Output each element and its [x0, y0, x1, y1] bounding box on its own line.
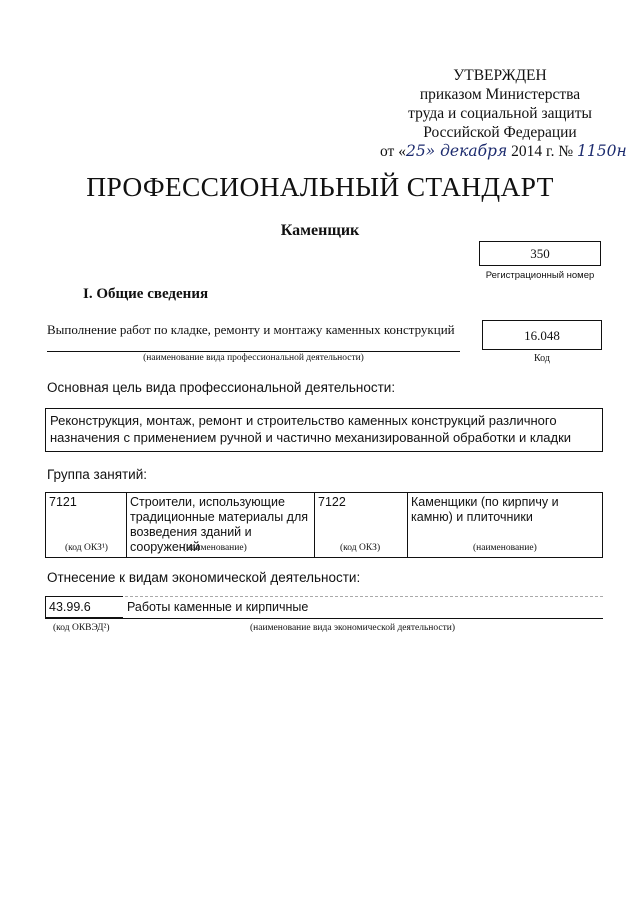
approval-number-handwritten: 1150н — [577, 142, 627, 160]
okz-name-cell: Строители, использующие традиционные материалы для возведения зданий и сооружений — [127, 493, 315, 558]
okved-name-cell — [125, 596, 603, 618]
okz-name-caption: (наименование) — [183, 543, 247, 553]
okz-code-caption: (код ОКЗ¹) — [65, 543, 108, 553]
section-title: I. Общие сведения — [83, 286, 209, 302]
okz-code-cell: 7121 — [46, 493, 127, 558]
activity-code-box: 16.048 — [482, 320, 602, 350]
approval-line-2: приказом Министерства — [419, 86, 581, 103]
economic-activity-label: Отнесение к видам экономической деятельности: — [47, 570, 361, 585]
okz-name-caption: (наименование) — [473, 543, 537, 553]
approval-line-1: УТВЕРЖДЕН — [453, 67, 547, 84]
approval-line-3: труда и социальной защиты — [408, 105, 592, 122]
approval-date-prefix: от « — [380, 143, 406, 160]
activity-name: Выполнение работ по кладке, ремонту и монтажу каменных конструкций — [47, 322, 455, 337]
profession-name: Каменщик — [280, 222, 360, 239]
approval-date-year: 2014 г. № — [511, 143, 574, 160]
approval-date-line — [380, 142, 627, 161]
okz-code-caption: (код ОКЗ) — [340, 543, 381, 553]
okved-underline — [45, 618, 603, 619]
approval-line-4: Российской Федерации — [423, 124, 577, 141]
goal-label: Основная цель вида профессиональной деятельности: — [47, 380, 396, 395]
activity-underline — [47, 351, 460, 352]
okved-row — [45, 596, 603, 622]
registration-number-caption: Регистрационный номер — [485, 270, 595, 281]
okved-name-caption: (наименование вида экономической деятельности) — [250, 623, 455, 633]
okz-name-cell: Каменщики (по кирпичу и камню) и плиточники — [408, 493, 603, 558]
registration-number-box: 350 — [479, 241, 601, 266]
activity-code-caption: Код — [534, 353, 550, 364]
okved-code-cell: 43.99.6 — [45, 596, 123, 618]
document-title: ПРОФЕССИОНАЛЬНЫЙ СТАНДАРТ — [86, 171, 554, 202]
approval-block — [380, 66, 627, 161]
goal-box: Реконструкция, монтаж, ремонт и строительство каменных конструкций различного назначения с применением ручной и частично механизированной обработки и кладки — [45, 408, 603, 452]
activity-caption: (наименование вида профессиональной деятельности) — [143, 353, 364, 363]
approval-date-handwritten: 25» декабря — [405, 142, 508, 160]
okved-code-caption: (код ОКВЭД²) — [53, 623, 110, 633]
okved-name-text: Работы каменные и кирпичные — [127, 600, 309, 614]
occupation-group-label: Группа занятий: — [47, 467, 148, 482]
okz-code-cell: 7122 — [315, 493, 408, 558]
